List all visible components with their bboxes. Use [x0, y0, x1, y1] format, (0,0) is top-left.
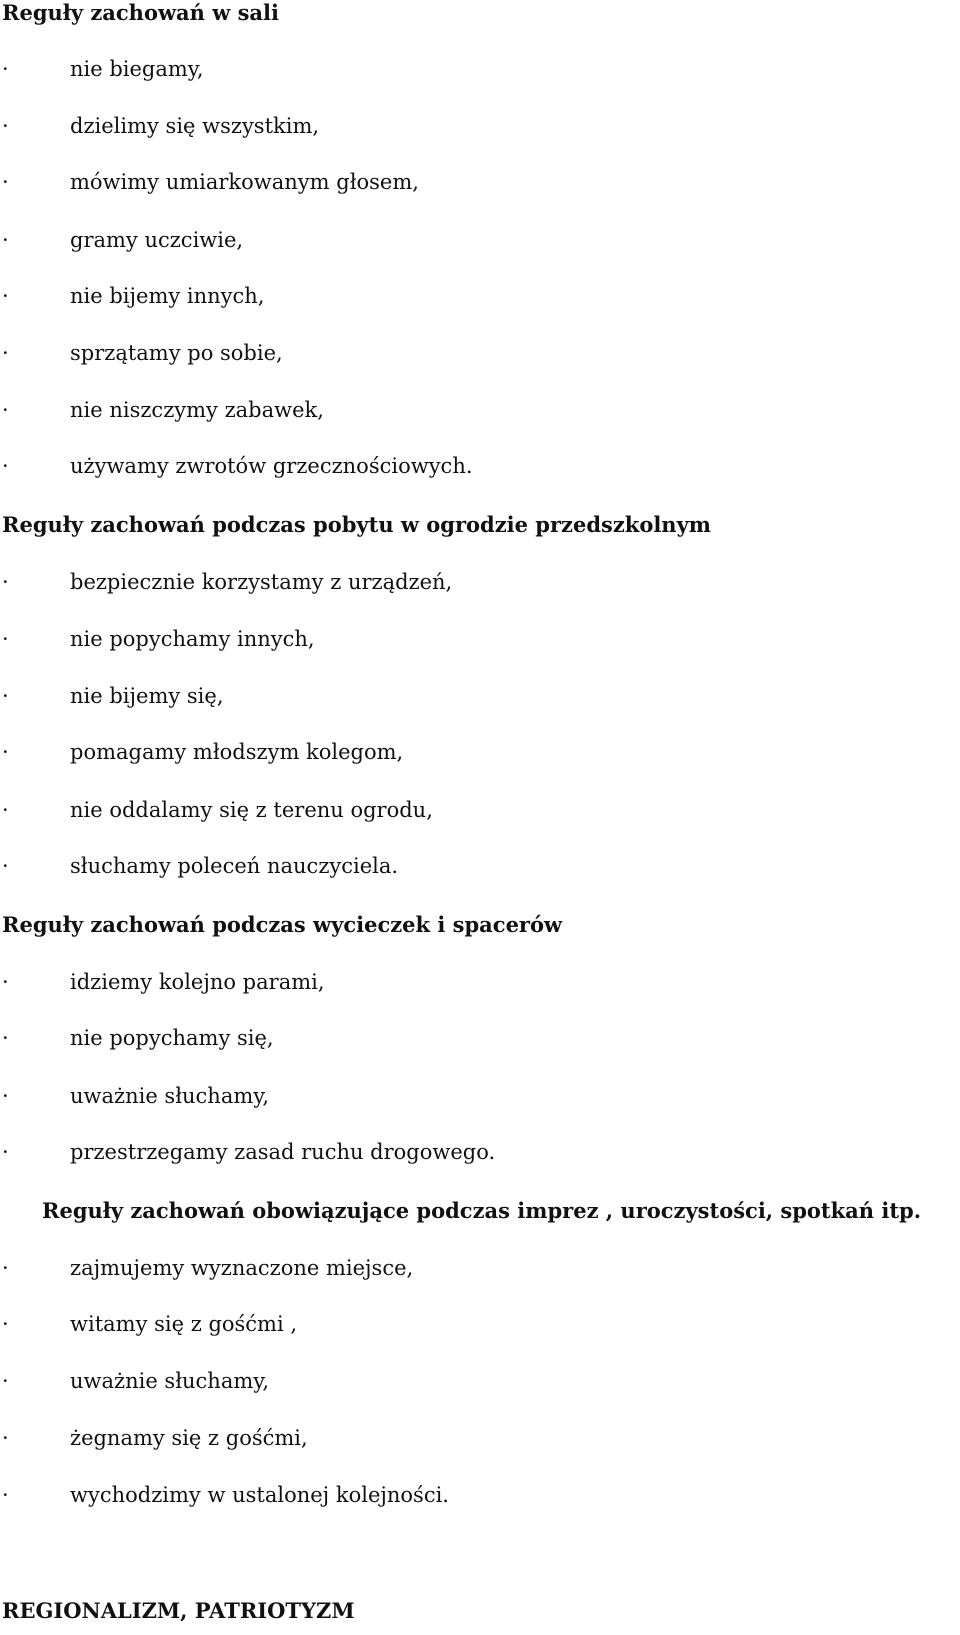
list-item-text: uważnie słuchamy, [70, 1369, 270, 1393]
list-item-text: używamy zwrotów grzecznościowych. [70, 454, 473, 478]
list-item-text: nie bijemy innych, [70, 284, 265, 308]
list-item-text: mówimy umiarkowanym głosem, [70, 170, 419, 194]
section-heading-event-rules: Reguły zachowań obowiązujące podczas imprez , uroczystości, spotkań itp. [42, 1198, 922, 1223]
bullet: · [2, 114, 9, 138]
bullet: · [2, 1026, 9, 1050]
bullet: · [2, 684, 9, 708]
list-item-text: idziemy kolejno parami, [70, 970, 325, 994]
bullet: · [2, 228, 9, 252]
section-heading-regionalism: REGIONALIZM, PATRIOTYZM [2, 1598, 355, 1623]
list-item-text: gramy uczciwie, [70, 228, 244, 252]
section-heading-trip-rules: Reguły zachowań podczas wycieczek i spacerów [2, 912, 563, 937]
list-item-text: bezpiecznie korzystamy z urządzeń, [70, 570, 453, 594]
bullet: · [2, 1140, 9, 1164]
list-item-text: pomagamy młodszym kolegom, [70, 740, 404, 764]
bullet: · [2, 1084, 9, 1108]
bullet: · [2, 627, 9, 651]
bullet: · [2, 454, 9, 478]
list-item-text: uważnie słuchamy, [70, 1084, 270, 1108]
list-item-text: nie popychamy innych, [70, 627, 315, 651]
list-item-text: zajmujemy wyznaczone miejsce, [70, 1256, 414, 1280]
list-item-text: dzielimy się wszystkim, [70, 114, 320, 138]
bullet: · [2, 57, 9, 81]
list-item-text: nie oddalamy się z terenu ogrodu, [70, 798, 433, 822]
list-item-text: żegnamy się z gośćmi, [70, 1426, 308, 1450]
section-heading-room-rules: Reguły zachowań w sali [2, 0, 279, 25]
section-heading-garden-rules: Reguły zachowań podczas pobytu w ogrodzie przedszkolnym [2, 512, 711, 537]
list-item-text: wychodzimy w ustalonej kolejności. [70, 1483, 449, 1507]
list-item-text: słuchamy poleceń nauczyciela. [70, 854, 399, 878]
list-item-text: sprzątamy po sobie, [70, 341, 283, 365]
bullet: · [2, 1256, 9, 1280]
bullet: · [2, 284, 9, 308]
bullet: · [2, 740, 9, 764]
bullet: · [2, 341, 9, 365]
bullet: · [2, 398, 9, 422]
bullet: · [2, 170, 9, 194]
bullet: · [2, 970, 9, 994]
bullet: · [2, 1369, 9, 1393]
bullet: · [2, 854, 9, 878]
bullet: · [2, 798, 9, 822]
list-item-text: nie bijemy się, [70, 684, 224, 708]
bullet: · [2, 1312, 9, 1336]
list-item-text: przestrzegamy zasad ruchu drogowego. [70, 1140, 496, 1164]
bullet: · [2, 570, 9, 594]
list-item-text: nie niszczymy zabawek, [70, 398, 324, 422]
list-item-text: nie popychamy się, [70, 1026, 274, 1050]
list-item-text: witamy się z gośćmi , [70, 1312, 298, 1336]
list-item-text: nie biegamy, [70, 57, 204, 81]
bullet: · [2, 1426, 9, 1450]
bullet: · [2, 1483, 9, 1507]
